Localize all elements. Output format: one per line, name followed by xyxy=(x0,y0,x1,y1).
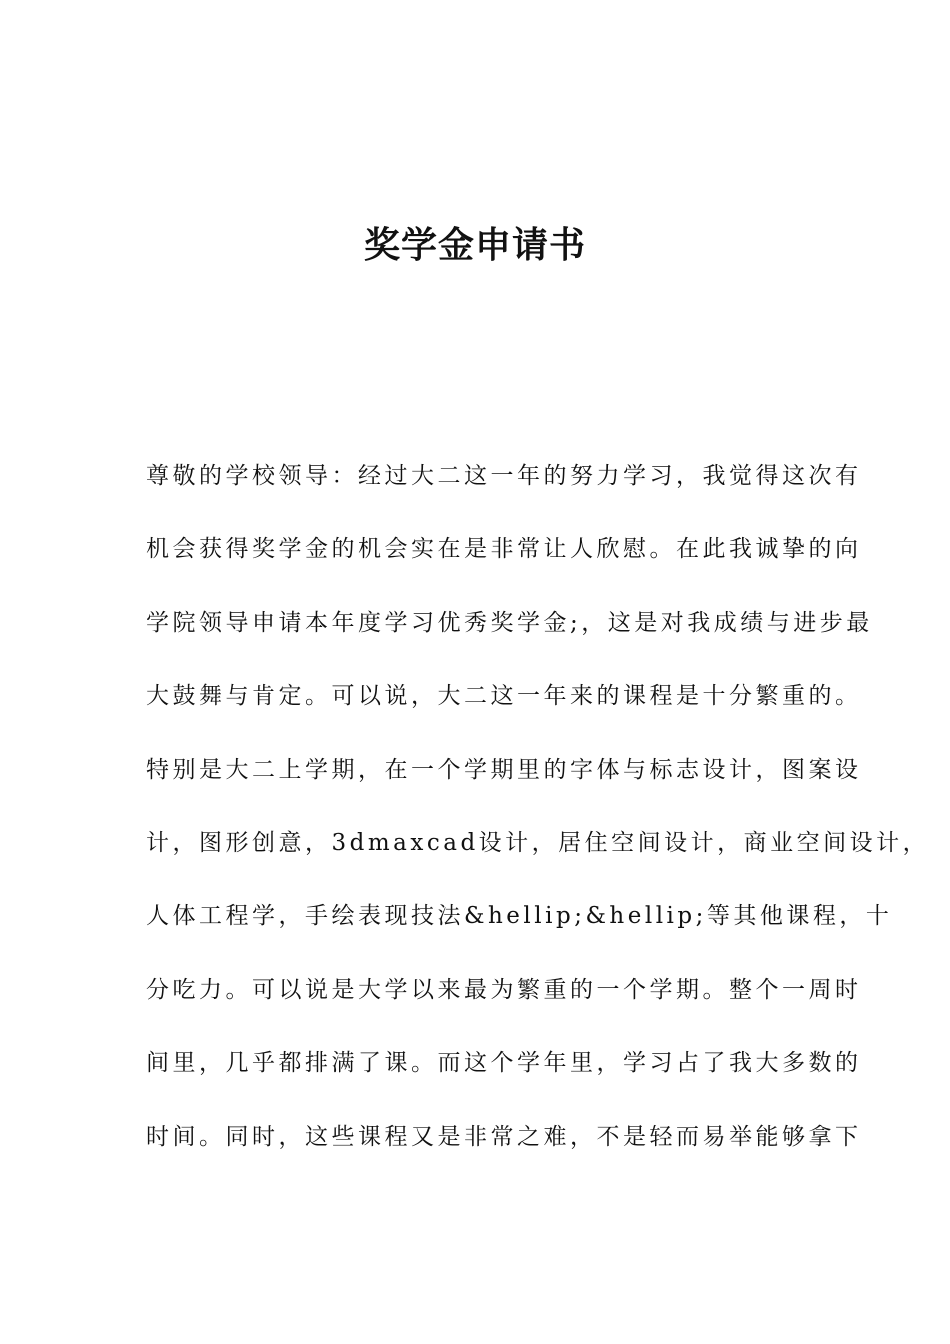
body-line: 机会获得奖学金的机会实在是非常让人欣慰。在此我诚挚的向 xyxy=(146,536,862,563)
body-line: 学院领导申请本年度学习优秀奖学金;，这是对我成绩与进步最 xyxy=(146,609,873,636)
body-line: 时间。同时，这些课程又是非常之难，不是轻而易举能够拿下 xyxy=(146,1123,862,1150)
body-line: 特别是大二上学期，在一个学期里的字体与标志设计，图案设 xyxy=(146,756,862,783)
document-title: 奖学金申请书 xyxy=(363,225,586,266)
body-line: 间里，几乎都排满了课。而这个学年里，学习占了我大多数的 xyxy=(146,1050,862,1077)
document-body xyxy=(146,452,930,1186)
body-line: 计，图形创意，3dmaxcad设计，居住空间设计，商业空间设计， xyxy=(146,829,930,856)
body-line: 大鼓舞与肯定。可以说，大二这一年来的课程是十分繁重的。 xyxy=(146,683,862,710)
body-line: 人体工程学，手绘表现技法&hellip;&hellip;等其他课程，十 xyxy=(146,903,893,930)
body-line: 分吃力。可以说是大学以来最为繁重的一个学期。整个一周时 xyxy=(146,976,862,1003)
body-line: 尊敬的学校领导：经过大二这一年的努力学习，我觉得这次有 xyxy=(146,463,862,489)
